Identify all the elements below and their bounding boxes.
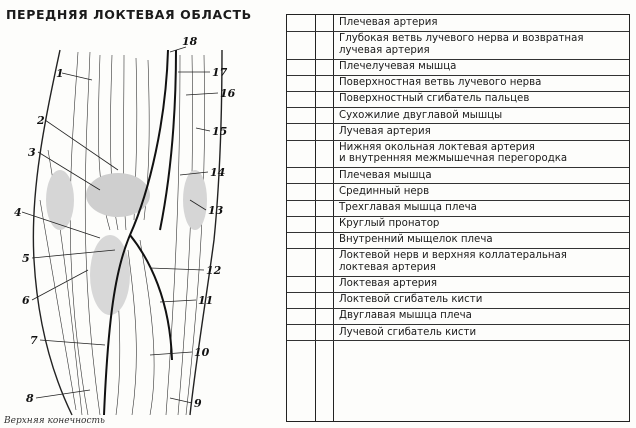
- legend-row: [287, 248, 629, 277]
- legend-row: [287, 232, 629, 249]
- legend-row-label: Локтевой нерв и верхняя коллатеральная локтевая артерия: [339, 250, 567, 273]
- legend-row-label: Двуглавая мышца плеча: [339, 310, 472, 322]
- legend-row: [287, 167, 629, 184]
- legend-row-label: Плечевая артерия: [339, 17, 438, 29]
- legend-row: [287, 75, 629, 92]
- legend-row: [287, 31, 629, 60]
- label-15: 15: [212, 125, 228, 138]
- legend-row-label: Нижняя окольная локтевая артерия и внутренняя межмышечная перегородка: [339, 141, 568, 165]
- label-6: 6: [22, 294, 30, 307]
- label-12: 12: [206, 264, 222, 277]
- label-8: 8: [26, 392, 34, 405]
- legend-table: [286, 14, 630, 422]
- legend-row-label: Сухожилие двуглавой мышцы: [339, 109, 503, 121]
- muscle-fibers: [40, 52, 205, 415]
- legend-row-label: Лучевая артерия: [339, 125, 431, 137]
- legend-row-label: Глубокая ветвь лучевого нерва и возвратная лучевая артерия: [339, 33, 584, 56]
- label-4: 4: [14, 206, 22, 219]
- legend-row: [287, 276, 629, 293]
- legend-row-label: Плечелучевая мышца: [339, 61, 457, 73]
- label-16: 16: [220, 87, 236, 100]
- legend-row-label: Плечевая мышца: [339, 169, 432, 181]
- legend-row: [287, 200, 629, 217]
- legend-row-label: Трехглавая мышца плеча: [339, 201, 477, 213]
- figure-caption: Верхняя конечность: [4, 416, 105, 426]
- label-7: 7: [30, 334, 38, 347]
- label-2: 2: [37, 114, 45, 127]
- legend-row-label: Локтевой сгибатель кисти: [339, 294, 483, 306]
- label-10: 10: [194, 346, 210, 359]
- legend-row: [287, 91, 629, 108]
- legend-row: [287, 183, 629, 200]
- legend-row-label: Локтевая артерия: [339, 278, 437, 290]
- page-title: ПЕРЕДНЯЯ ЛОКТЕВАЯ ОБЛАСТЬ: [6, 7, 252, 22]
- legend-row: [287, 216, 629, 233]
- legend-row-label: Внутренний мыщелок плеча: [339, 234, 493, 246]
- legend-row: [287, 308, 629, 325]
- label-14: 14: [210, 166, 226, 179]
- legend-row: [287, 324, 629, 341]
- legend-row: [287, 140, 629, 169]
- legend-row: [287, 59, 629, 76]
- label-9: 9: [194, 397, 202, 410]
- label-11: 11: [198, 294, 214, 307]
- legend-row: [287, 124, 629, 141]
- legend-row-label: Поверхностная ветвь лучевого нерва: [339, 77, 542, 89]
- label-17: 17: [212, 66, 228, 79]
- label-5: 5: [22, 252, 30, 265]
- legend-row-label: Поверхностный сгибатель пальцев: [339, 93, 530, 105]
- legend-row-label: Круглый пронатор: [339, 218, 440, 230]
- arm-outline: [33, 50, 222, 415]
- legend-row-label: Лучевой сгибатель кисти: [339, 326, 477, 338]
- label-13: 13: [208, 204, 224, 217]
- legend-row: [287, 292, 629, 309]
- label-18: 18: [182, 35, 198, 48]
- label-3: 3: [28, 146, 36, 159]
- vessels-and-nerves: [104, 50, 176, 415]
- legend-row: [287, 15, 629, 32]
- label-1: 1: [56, 67, 64, 80]
- legend-row-label: Срединный нерв: [339, 185, 430, 197]
- legend-row: [287, 107, 629, 124]
